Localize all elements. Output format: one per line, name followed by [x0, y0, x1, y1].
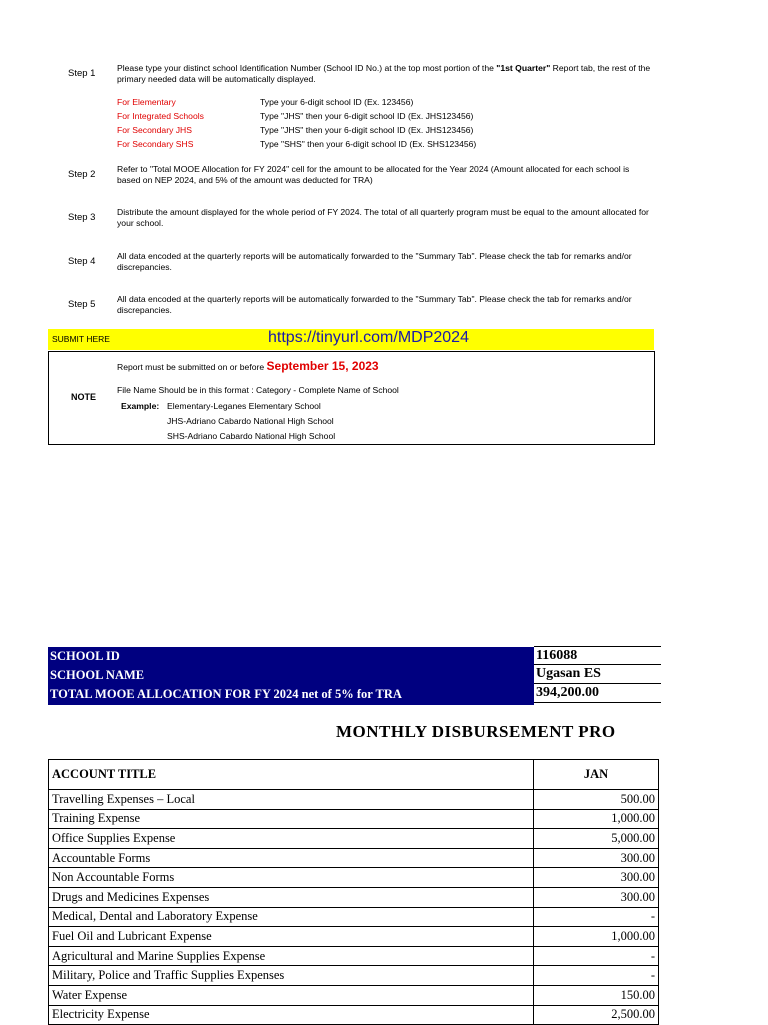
example-1: Elementary-Leganes Elementary School	[167, 401, 321, 411]
step-1-text-bold: "1st Quarter"	[496, 63, 551, 73]
note-box	[48, 351, 655, 445]
step-1-text-a: Please type your distinct school Identification Number (School ID No.) at the top most portion of the	[117, 63, 497, 73]
account-title-cell: Training Expense	[49, 809, 534, 829]
school-id-value: 116088	[534, 646, 661, 665]
account-title-cell: Non Accountable Forms	[49, 868, 534, 888]
table-row	[49, 809, 659, 829]
jan-amount-cell[interactable]: 1,000.00	[534, 809, 659, 829]
account-title-cell: Agricultural and Marine Supplies Expense	[49, 946, 534, 966]
table-row	[49, 848, 659, 868]
jan-amount-cell[interactable]: -	[534, 966, 659, 986]
account-title-cell: Travelling Expenses – Local	[49, 790, 534, 810]
table-row	[49, 1005, 659, 1025]
deadline-date: September 15, 2023	[266, 359, 379, 373]
deadline-prefix: Report must be submitted on or before	[117, 362, 265, 372]
account-title-cell: Fuel Oil and Lubricant Expense	[49, 927, 534, 947]
category-shs: For Secondary SHS	[117, 139, 194, 149]
category-integrated: For Integrated Schools	[117, 111, 204, 121]
step-4-label: Step 4	[68, 256, 96, 267]
step-4-text: All data encoded at the quarterly reports will be automatically forwarded to the "Summary Tab". Please check the tab for remarks and/or discrepancies.	[117, 251, 632, 272]
school-name-value: Ugasan ES	[534, 665, 661, 684]
category-elementary-desc: Type your 6-digit school ID (Ex. 123456)	[260, 97, 414, 107]
jan-amount-cell[interactable]: 1,000.00	[534, 927, 659, 947]
total-allocation-label: TOTAL MOOE ALLOCATION FOR FY 2024 net of 5% for TRA	[50, 687, 402, 701]
table-row	[49, 829, 659, 849]
account-title-cell: Water Expense	[49, 985, 534, 1005]
step-5-text: All data encoded at the quarterly reports will be automatically forwarded to the "Summary Tab". Please check the tab for remarks and/or discrepancies.	[117, 294, 632, 315]
jan-amount-cell[interactable]: -	[534, 907, 659, 927]
submit-bar	[48, 329, 654, 350]
account-title-cell: Military, Police and Traffic Supplies Expenses	[49, 966, 534, 986]
account-title-cell: Electricity Expense	[49, 1005, 534, 1025]
table-row	[49, 966, 659, 986]
jan-amount-cell[interactable]: 500.00	[534, 790, 659, 810]
step-3-label: Step 3	[68, 212, 96, 223]
jan-amount-cell[interactable]: 300.00	[534, 868, 659, 888]
filename-format: File Name Should be in this format : Category - Complete Name of School	[117, 385, 399, 395]
example-3: SHS-Adriano Cabardo National High School	[167, 431, 336, 441]
table-row	[49, 868, 659, 888]
jan-amount-cell[interactable]: 300.00	[534, 848, 659, 868]
category-jhs-desc: Type "JHS" then your 6-digit school ID (Ex. JHS123456)	[260, 125, 474, 135]
account-title-cell: Accountable Forms	[49, 848, 534, 868]
deadline-line	[117, 359, 379, 373]
submit-label: SUBMIT HERE	[52, 334, 110, 344]
jan-amount-cell[interactable]: 2,500.00	[534, 1005, 659, 1025]
account-title-cell: Drugs and Medicines Expenses	[49, 887, 534, 907]
jan-amount-cell[interactable]: -	[534, 946, 659, 966]
header-account-title: ACCOUNT TITLE	[49, 760, 534, 790]
table-row	[49, 985, 659, 1005]
step-1-text-b: Report tab, the rest of the primary needed data will be automatically displayed.	[117, 63, 651, 84]
step-3-text: Distribute the amount displayed for the whole period of FY 2024. The total of all quarterly program must be equal to the amount allocated for your school.	[117, 207, 649, 228]
step-2-text: Refer to "Total MOOE Allocation for FY 2024" cell for the amount to be allocated for the Year 2024 (Amount allocated for each school is based on NEP 2024, and 5% of the amount was deducted for TRA)	[117, 164, 630, 185]
note-label: NOTE	[71, 392, 97, 402]
table-row	[49, 907, 659, 927]
example-2: JHS-Adriano Cabardo National High School	[167, 416, 334, 426]
example-label: Example:	[121, 401, 160, 411]
category-elementary: For Elementary	[117, 97, 176, 107]
category-shs-desc: Type "SHS" then your 6-digit school ID (Ex. SHS123456)	[260, 139, 477, 149]
page-title: MONTHLY DISBURSEMENT PRO	[336, 722, 616, 741]
category-jhs: For Secondary JHS	[117, 125, 192, 135]
table-row	[49, 887, 659, 907]
school-info-panel	[48, 647, 534, 705]
category-integrated-desc: Type "JHS" then your 6-digit school ID (Ex. JHS123456)	[260, 111, 474, 121]
jan-amount-cell[interactable]: 300.00	[534, 887, 659, 907]
step-2-label: Step 2	[68, 169, 96, 180]
header-jan: JAN	[534, 760, 659, 790]
step-5-label: Step 5	[68, 299, 96, 310]
table-row	[49, 946, 659, 966]
step-1-text	[117, 63, 652, 85]
step-1-label: Step 1	[68, 68, 96, 79]
disbursement-table	[48, 759, 659, 1025]
account-title-cell: Medical, Dental and Laboratory Expense	[49, 907, 534, 927]
school-name-label: SCHOOL NAME	[50, 668, 145, 682]
jan-amount-cell[interactable]: 5,000.00	[534, 829, 659, 849]
table-row	[49, 927, 659, 947]
submit-link[interactable]: https://tinyurl.com/MDP2024	[268, 329, 469, 346]
table-row	[49, 790, 659, 810]
jan-amount-cell[interactable]: 150.00	[534, 985, 659, 1005]
account-title-cell: Office Supplies Expense	[49, 829, 534, 849]
total-allocation-value: 394,200.00	[534, 684, 661, 703]
school-id-label: SCHOOL ID	[50, 649, 120, 663]
